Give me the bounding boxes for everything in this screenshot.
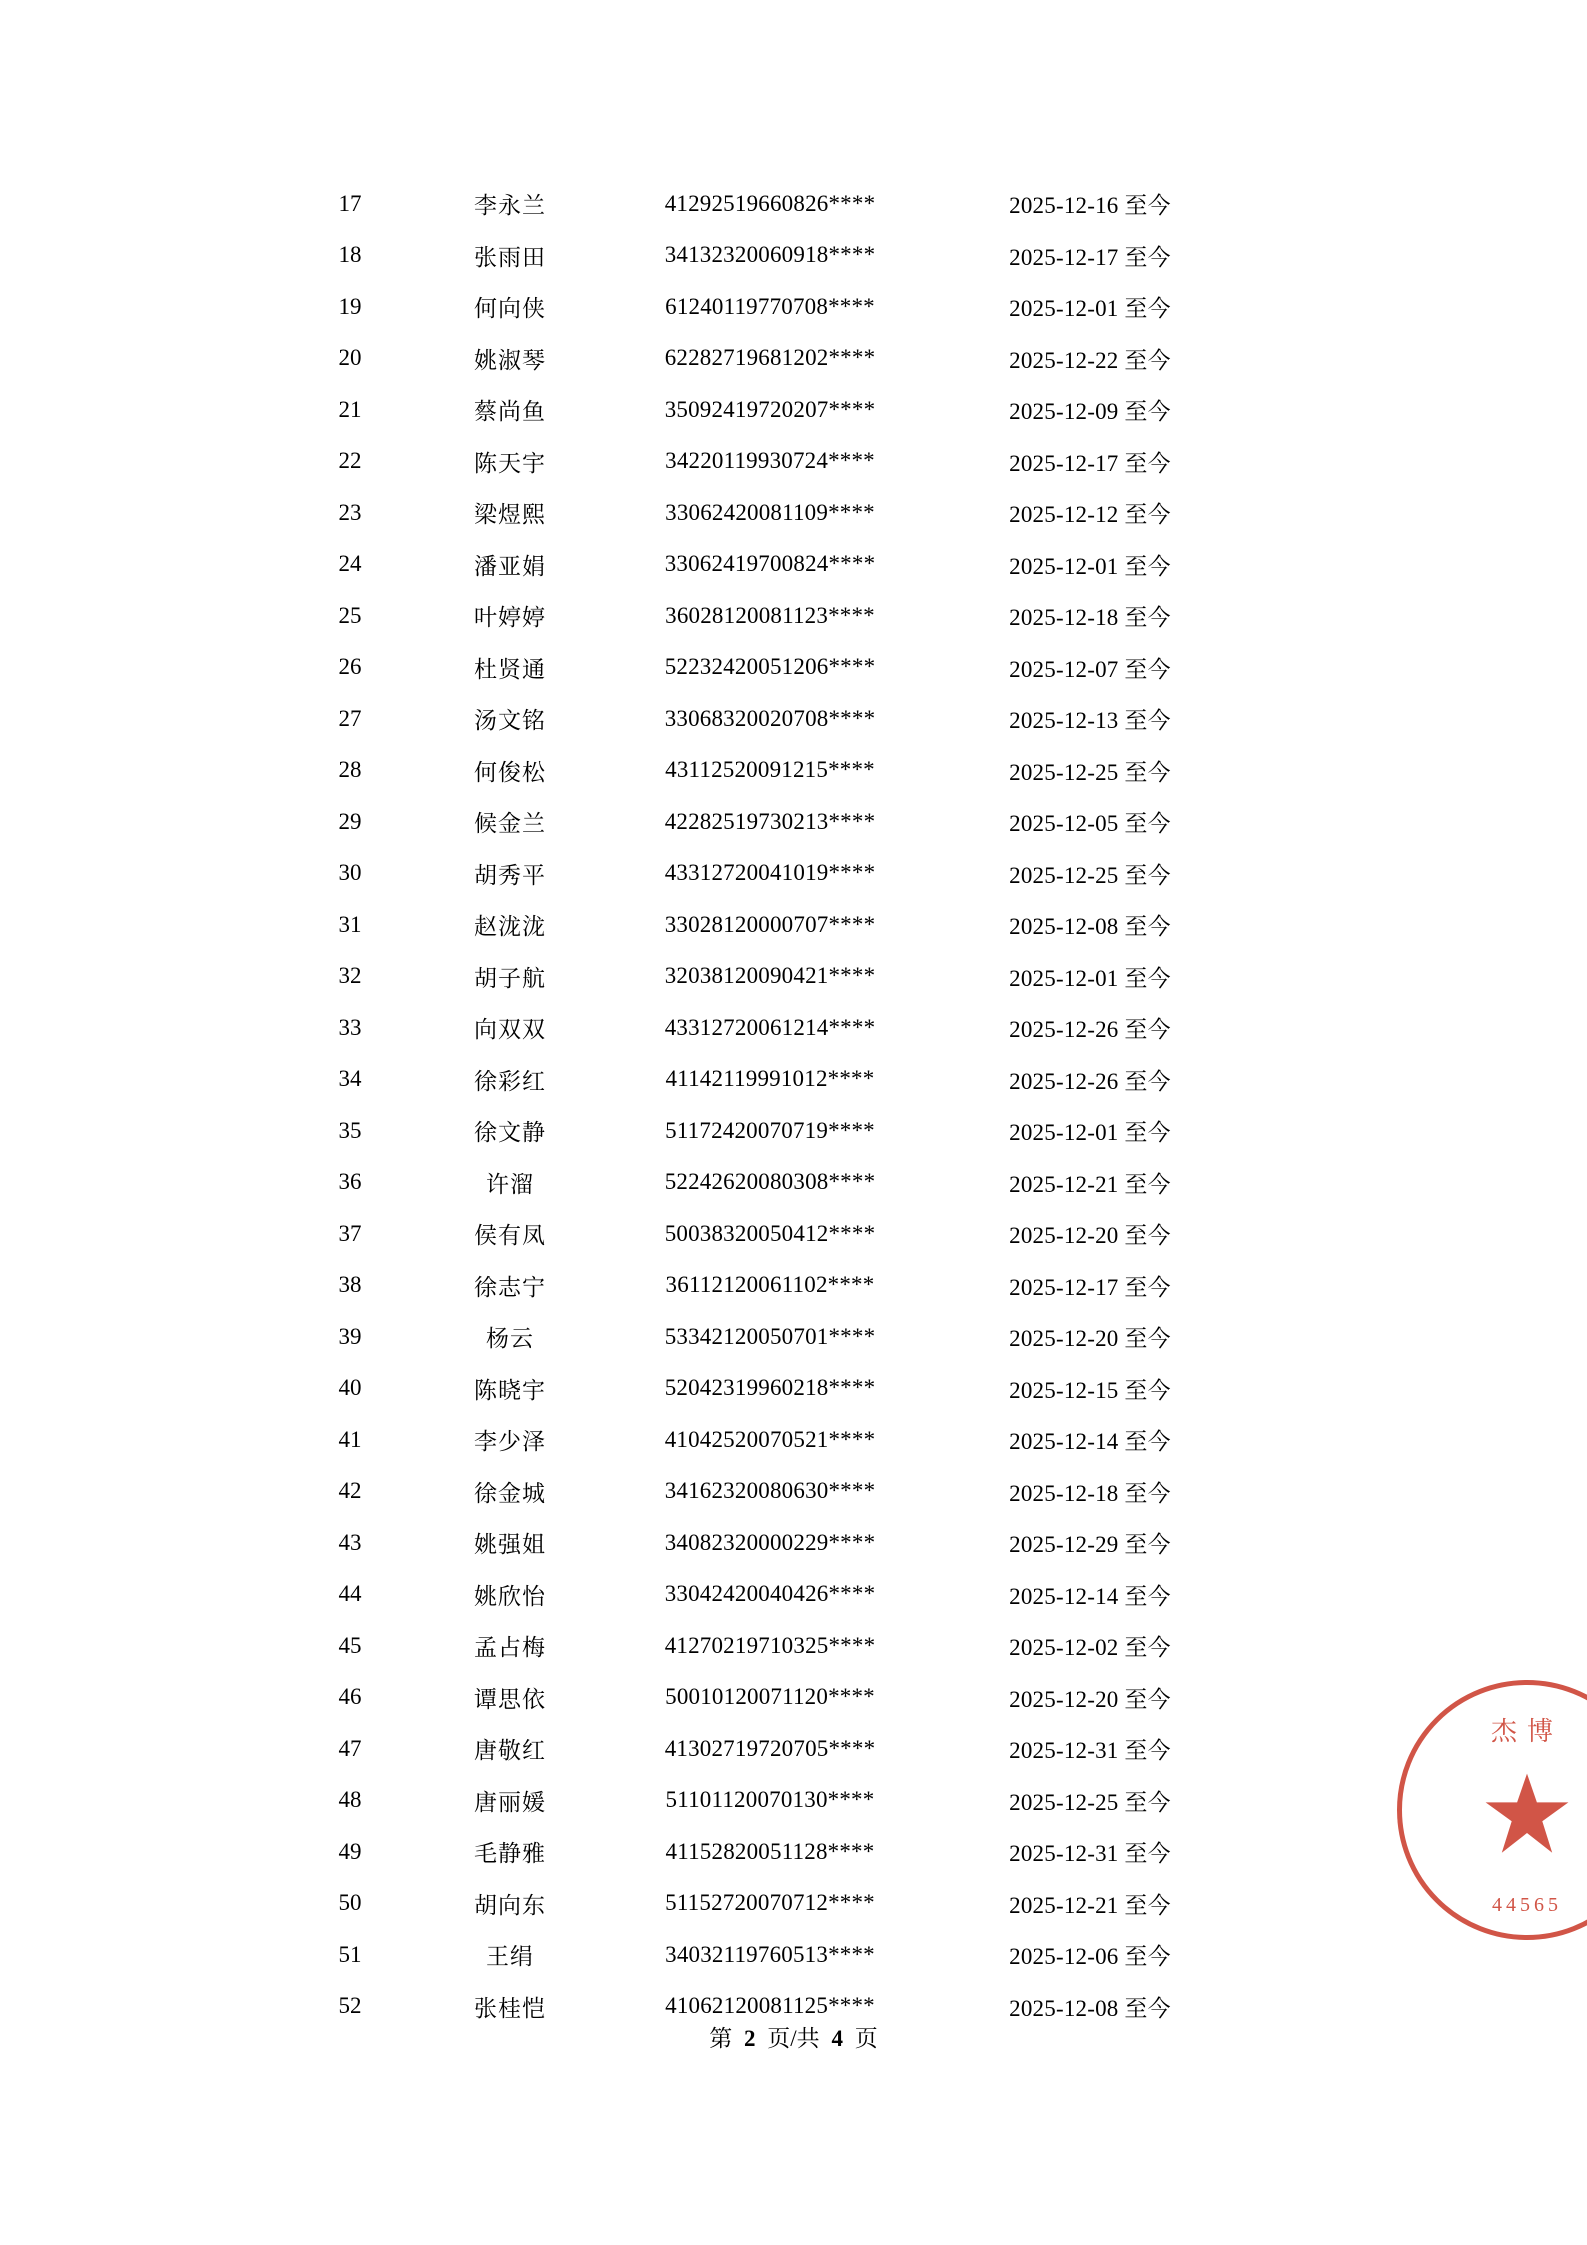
row-index: 33 [338,1014,362,1040]
row-name: 徐金城 [474,1480,546,1506]
row-index: 48 [338,1787,362,1813]
table-row [290,1311,1250,1363]
row-index: 49 [338,1838,362,1864]
table-row [290,333,1250,385]
row-index: 51 [338,1941,362,1967]
row-id-number: 43112520091215**** [665,757,875,783]
row-date-range: 2025-12-22 至今 [1009,347,1171,373]
row-date-range: 2025-12-14 至今 [1009,1429,1171,1455]
table-row [290,745,1250,797]
footer-prefix: 第 [709,2026,733,2051]
row-id-number: 34032119760513**** [665,1941,875,1967]
table-row [290,487,1250,539]
row-name: 姚欣怡 [474,1583,546,1609]
row-date-range: 2025-12-29 至今 [1009,1532,1171,1558]
row-id-number: 41062120081125**** [665,1993,875,2019]
table-row [290,1723,1250,1775]
row-name: 候金兰 [474,811,546,837]
row-id-number: 51101120070130**** [665,1787,875,1813]
row-id-number: 35092419720207**** [664,396,876,422]
row-name: 徐文静 [474,1120,546,1146]
table-row [290,539,1250,591]
row-name: 王绢 [486,1944,534,1970]
row-date-range: 2025-12-02 至今 [1009,1635,1171,1661]
row-id-number: 62282719681202**** [664,345,876,371]
table-row [290,178,1250,230]
row-id-number: 43312720041019**** [664,860,876,886]
table-row [290,1260,1250,1312]
row-name: 梁煜熙 [474,502,546,528]
row-id-number: 34220119930724**** [665,448,875,474]
row-id-number: 33062419700824**** [664,551,876,577]
row-id-number: 41302719720705**** [664,1735,876,1761]
row-name: 赵泷泷 [474,914,546,940]
row-id-number: 41270219710325**** [664,1632,876,1658]
row-id-number: 34162320080630**** [664,1478,876,1504]
table-row [290,1775,1250,1827]
row-name: 徐彩红 [474,1068,546,1094]
row-date-range: 2025-12-01 至今 [1009,965,1171,991]
row-date-range: 2025-12-31 至今 [1009,1738,1171,1764]
row-date-range: 2025-12-07 至今 [1009,656,1171,682]
row-index: 30 [338,860,362,886]
row-date-range: 2025-12-21 至今 [1009,1171,1171,1197]
row-date-range: 2025-12-14 至今 [1009,1583,1171,1609]
row-id-number: 41152820051128**** [665,1838,875,1864]
row-date-range: 2025-12-20 至今 [1009,1326,1171,1352]
row-index: 36 [338,1169,362,1195]
footer-page-number: 2 [744,2026,756,2051]
row-date-range: 2025-12-17 至今 [1009,1274,1171,1300]
row-name: 姚强姐 [474,1532,546,1558]
row-name: 侯有凤 [474,1223,546,1249]
row-index: 31 [338,911,362,937]
roster-table-body [290,178,1250,2032]
footer-middle: 页/共 [767,2026,820,2051]
row-name: 何向侠 [474,296,546,322]
row-id-number: 42282519730213**** [664,808,876,834]
row-date-range: 2025-12-08 至今 [1009,914,1171,940]
row-date-range: 2025-12-15 至今 [1009,1377,1171,1403]
row-id-number: 33068320020708**** [664,705,876,731]
table-row [290,1466,1250,1518]
row-id-number: 41142119991012**** [665,1066,875,1092]
row-name: 李少泽 [474,1429,546,1455]
footer-suffix: 页 [854,2026,878,2051]
table-row [290,1208,1250,1260]
row-index: 18 [338,242,362,268]
row-name: 徐志宁 [474,1274,546,1300]
row-name: 姚淑琴 [474,347,546,373]
row-date-range: 2025-12-17 至今 [1009,244,1171,270]
row-date-range: 2025-12-17 至今 [1009,450,1171,476]
table-row [290,848,1250,900]
row-date-range: 2025-12-18 至今 [1009,1480,1171,1506]
row-name: 向双双 [474,1017,546,1043]
row-id-number: 52242620080308**** [664,1169,876,1195]
table-row [290,642,1250,694]
row-name: 汤文铭 [474,708,546,734]
row-index: 46 [338,1684,362,1710]
row-date-range: 2025-12-20 至今 [1009,1686,1171,1712]
row-date-range: 2025-12-13 至今 [1009,708,1171,734]
row-index: 17 [338,190,362,216]
row-index: 42 [338,1478,362,1504]
table-row [290,693,1250,745]
row-id-number: 50038320050412**** [664,1220,876,1246]
row-name: 张雨田 [474,244,546,270]
row-name: 唐敬红 [474,1738,546,1764]
row-index: 34 [338,1066,362,1092]
roster-table [290,178,1250,2032]
row-date-range: 2025-12-26 至今 [1009,1068,1171,1094]
row-date-range: 2025-12-20 至今 [1009,1223,1171,1249]
table-row [290,1054,1250,1106]
row-name: 张桂恺 [474,1995,546,2021]
row-id-number: 43312720061214**** [664,1014,876,1040]
table-row [290,951,1250,1003]
table-row [290,1569,1250,1621]
table-row [290,1363,1250,1415]
row-date-range: 2025-12-12 至今 [1009,502,1171,528]
official-seal-stamp [1397,1680,1587,1940]
row-name: 许溜 [486,1171,534,1197]
table-row [290,590,1250,642]
row-name: 胡子航 [474,965,546,991]
table-row [290,230,1250,282]
table-row [290,796,1250,848]
row-id-number: 36028120081123**** [665,602,875,628]
row-id-number: 53342120050701**** [664,1323,876,1349]
row-date-range: 2025-12-01 至今 [1009,296,1171,322]
row-index: 26 [338,654,362,680]
row-date-range: 2025-12-05 至今 [1009,811,1171,837]
row-id-number: 32038120090421**** [664,963,876,989]
row-name: 李永兰 [474,193,546,219]
row-name: 胡向东 [474,1892,546,1918]
row-index: 25 [338,602,362,628]
table-row [290,436,1250,488]
row-date-range: 2025-12-21 至今 [1009,1892,1171,1918]
row-name: 毛静雅 [474,1841,546,1867]
table-row [290,899,1250,951]
row-index: 45 [338,1632,362,1658]
row-name: 杨云 [486,1326,534,1352]
row-date-range: 2025-12-08 至今 [1009,1995,1171,2021]
row-index: 21 [338,396,362,422]
table-row [290,281,1250,333]
row-name: 谭思依 [474,1686,546,1712]
row-name: 唐丽媛 [474,1789,546,1815]
row-id-number: 34082320000229**** [664,1529,876,1555]
row-date-range: 2025-12-25 至今 [1009,759,1171,785]
row-name: 潘亚娟 [474,553,546,579]
row-date-range: 2025-12-18 至今 [1009,605,1171,631]
table-row [290,1878,1250,1930]
footer-total-pages: 4 [831,2026,843,2051]
row-index: 52 [338,1993,362,2019]
row-index: 27 [338,705,362,731]
row-date-range: 2025-12-09 至今 [1009,399,1171,425]
table-row [290,1672,1250,1724]
table-row [290,1157,1250,1209]
row-id-number: 50010120071120**** [665,1684,875,1710]
row-index: 28 [338,757,362,783]
row-name: 杜贤通 [474,656,546,682]
row-id-number: 33062420081109**** [665,499,875,525]
table-row [290,384,1250,436]
row-date-range: 2025-12-25 至今 [1009,1789,1171,1815]
row-date-range: 2025-12-01 至今 [1009,1120,1171,1146]
table-row [290,1002,1250,1054]
row-index: 43 [338,1529,362,1555]
row-id-number: 52042319960218**** [664,1375,876,1401]
row-id-number: 41042520070521**** [664,1426,876,1452]
row-name: 何俊松 [474,759,546,785]
row-id-number: 41292519660826**** [664,190,876,216]
seal-bottom-text: 44565 [1492,1894,1562,1916]
table-row [290,1620,1250,1672]
row-name: 胡秀平 [474,862,546,888]
row-name: 孟占梅 [474,1635,546,1661]
row-name: 陈晓宇 [474,1377,546,1403]
row-index: 44 [338,1581,362,1607]
page-footer [0,2020,1587,2053]
row-index: 29 [338,808,362,834]
row-index: 39 [338,1323,362,1349]
row-index: 37 [338,1220,362,1246]
row-id-number: 51152720070712**** [665,1890,875,1916]
row-name: 叶婷婷 [474,605,546,631]
row-id-number: 51172420070719**** [665,1117,875,1143]
table-row [290,1414,1250,1466]
row-index: 38 [338,1272,362,1298]
row-date-range: 2025-12-16 至今 [1009,193,1171,219]
row-index: 22 [338,448,362,474]
row-date-range: 2025-12-25 至今 [1009,862,1171,888]
seal-top-text: 杰博 [1490,1717,1563,1746]
table-row [290,1105,1250,1157]
row-date-range: 2025-12-06 至今 [1009,1944,1171,1970]
row-index: 41 [338,1426,362,1452]
row-index: 50 [338,1890,362,1916]
row-date-range: 2025-12-31 至今 [1009,1841,1171,1867]
row-id-number: 61240119770708**** [665,293,875,319]
row-id-number: 34132320060918**** [664,242,876,268]
row-name: 陈天宇 [474,450,546,476]
row-name: 蔡尚鱼 [474,399,546,425]
row-index: 40 [338,1375,362,1401]
row-index: 23 [338,499,362,525]
row-index: 20 [338,345,362,371]
row-index: 24 [338,551,362,577]
row-id-number: 33028120000707**** [664,911,876,937]
table-row [290,1826,1250,1878]
roster-table-container [290,178,1250,2032]
row-id-number: 36112120061102**** [665,1272,875,1298]
table-row [290,1517,1250,1569]
row-index: 19 [338,293,362,319]
row-index: 35 [338,1117,362,1143]
row-date-range: 2025-12-01 至今 [1009,553,1171,579]
table-row [290,1929,1250,1981]
row-id-number: 52232420051206**** [664,654,876,680]
row-index: 47 [338,1735,362,1761]
row-index: 32 [338,963,362,989]
star-icon [1482,1770,1572,1860]
row-id-number: 33042420040426**** [664,1581,876,1607]
row-date-range: 2025-12-26 至今 [1009,1017,1171,1043]
